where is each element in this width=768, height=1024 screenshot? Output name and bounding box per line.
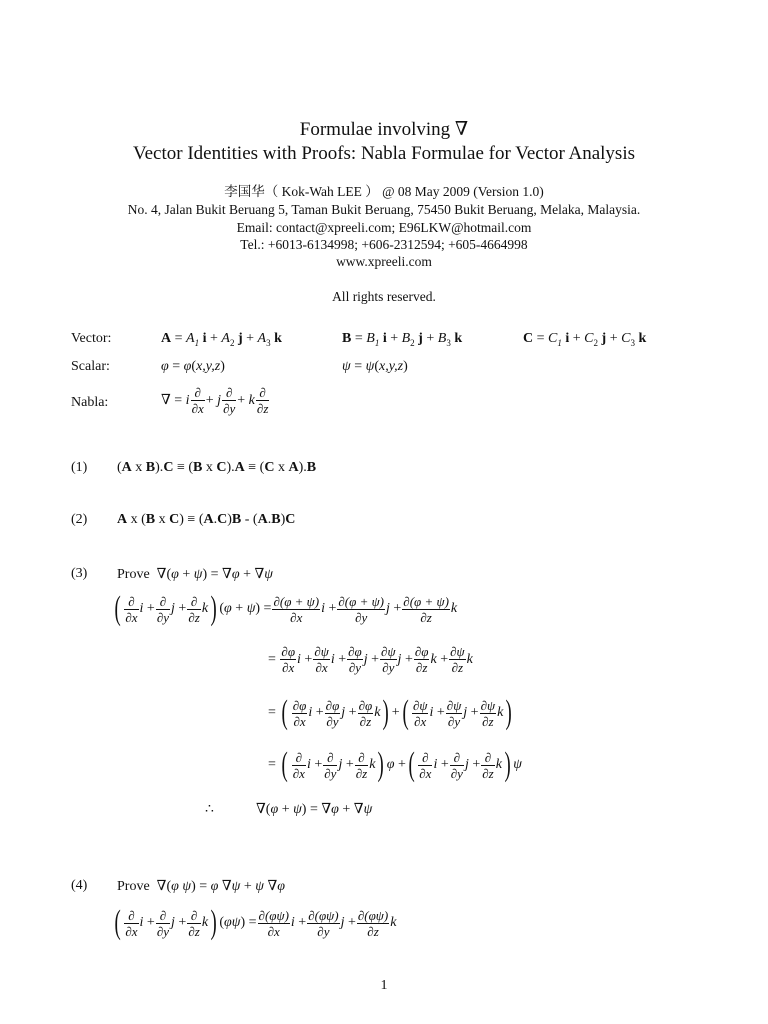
identity-1: (A x B).C ≡ (B x C).A ≡ (C x A).B [117, 460, 317, 475]
nabla-definition: ∇ = i $\frac{\partial}{\partial x}$ + j $\frac{\partial}{\partial y}$ + k $\frac{\partial}{\partial z}$ [161, 385, 269, 416]
item-number-1: (1) [71, 460, 88, 475]
identity-2: A x (B x C) ≡ (A.C)B - (A.B)C [117, 512, 296, 527]
vector-label: Vector: [71, 331, 112, 346]
page-number: 1 [380, 978, 388, 993]
proof-4-line-1: ( $\frac{\partial}{\partial x}$ i + $\frac{\partial}{\partial y}$ j + $\frac{\partial}{\partial z}$ k ) (φψ) = $\frac{\partial(\varphi\psi)}{\partial x}$ i + $\frac{\partial(\varphi\psi)}{\partial y}$ j + $\frac{\partial(\varphi\psi)}{\partial z}$ k [114, 904, 397, 941]
proof-3-line-1: ( $\frac{\partial}{\partial x}$ i + $\frac{\partial}{\partial y}$ j + $\frac{\partial}{\partial z}$ k ) (φ + ψ) = $\frac{\partial(\varphi + \psi)}{\partial x}$ i + $\frac{\partial(\varphi + \psi)}{\partial y}$ j + $\frac{\partial(\varphi + \psi)}{\partial z}$ k [114, 590, 458, 627]
scalar-psi-def: ψ = ψ(x,y,z) [342, 359, 408, 374]
vector-a-def: $A = A_1$ $i + A_2$ $j + A_3$ k [161, 331, 282, 348]
tel-line: Tel.: +6013-6134998; +606-2312594; +605-4664998 [240, 237, 528, 252]
doc-subtitle: Vector Identities with Proofs: Nabla Formulae for Vector Analysis [133, 143, 635, 164]
item-number-2: (2) [71, 512, 88, 527]
author-line: 李国华（ Kok-Wah LEE ） @ 08 May 2009 (Version 1.0) [224, 184, 544, 199]
proof-3-line-3: = ( $\frac{\partial\varphi}{\partial x}$ i + $\frac{\partial\varphi}{\partial y}$ j + $\frac{\partial\varphi}{\partial z}$ k ) + ( $\frac{\partial\psi}{\partial x}$ i + $\frac{\partial\psi}{\partial y}$ j + $\frac{\partial\psi}{\partial z}$ k ) [268, 694, 513, 731]
proof-3-line-4: = ( $\frac{\partial}{\partial x}$ i + $\frac{\partial}{\partial y}$ j + $\frac{\partial}{\partial z}$ k ) φ + ( $\frac{\partial}{\partial x}$ i + $\frac{\partial}{\partial y}$ j + $\frac{\partial}{\partial z}$ k ) ψ [268, 746, 522, 783]
scalar-label: Scalar: [71, 359, 110, 374]
website-line: www.xpreeli.com [336, 254, 432, 269]
proof-3-conclusion: ∇(φ + ψ) = ∇φ + ∇ψ [256, 802, 373, 817]
rights-line: All rights reserved. [332, 289, 436, 304]
doc-title: Formulae involving ∇ [299, 119, 469, 140]
proof-3-statement: Prove ∇(φ + ψ) = ∇φ + ∇ψ [117, 567, 273, 582]
prove-label: Prove [117, 567, 150, 582]
address-line: No. 4, Jalan Bukit Beruang 5, Taman Bukit Beruang, 75450 Bukit Beruang, Melaka, Malaysia. [127, 202, 641, 217]
proof-4-statement: Prove ∇(φ ψ) = φ ∇ψ + ψ ∇φ [117, 879, 285, 894]
therefore-symbol: ∴ [205, 802, 214, 817]
prove-label: Prove [117, 879, 150, 894]
vector-b-def: $B = B_1$ $i + B_2$ $j + B_3$ k [342, 331, 463, 348]
vector-c-def: $C = C_1$ $i + C_2$ $j + C_3$ k [523, 331, 647, 348]
item-number-4: (4) [71, 878, 88, 893]
email-line: Email: contact@xpreeli.com; E96LKW@hotmail.com [236, 220, 532, 235]
nabla-label: Nabla: [71, 395, 109, 410]
proof-3-line-2: = $\frac{\partial\varphi}{\partial x}$ i + $\frac{\partial\psi}{\partial x}$ i + $\frac{\partial\varphi}{\partial y}$ j + $\frac{\partial\psi}{\partial y}$ j + $\frac{\partial\varphi}{\partial z}$ k + $\frac{\partial\psi}{\partial z}$ k [268, 644, 473, 675]
scalar-phi-def: φ = φ(x,y,z) [161, 359, 225, 374]
item-number-3: (3) [71, 566, 88, 581]
